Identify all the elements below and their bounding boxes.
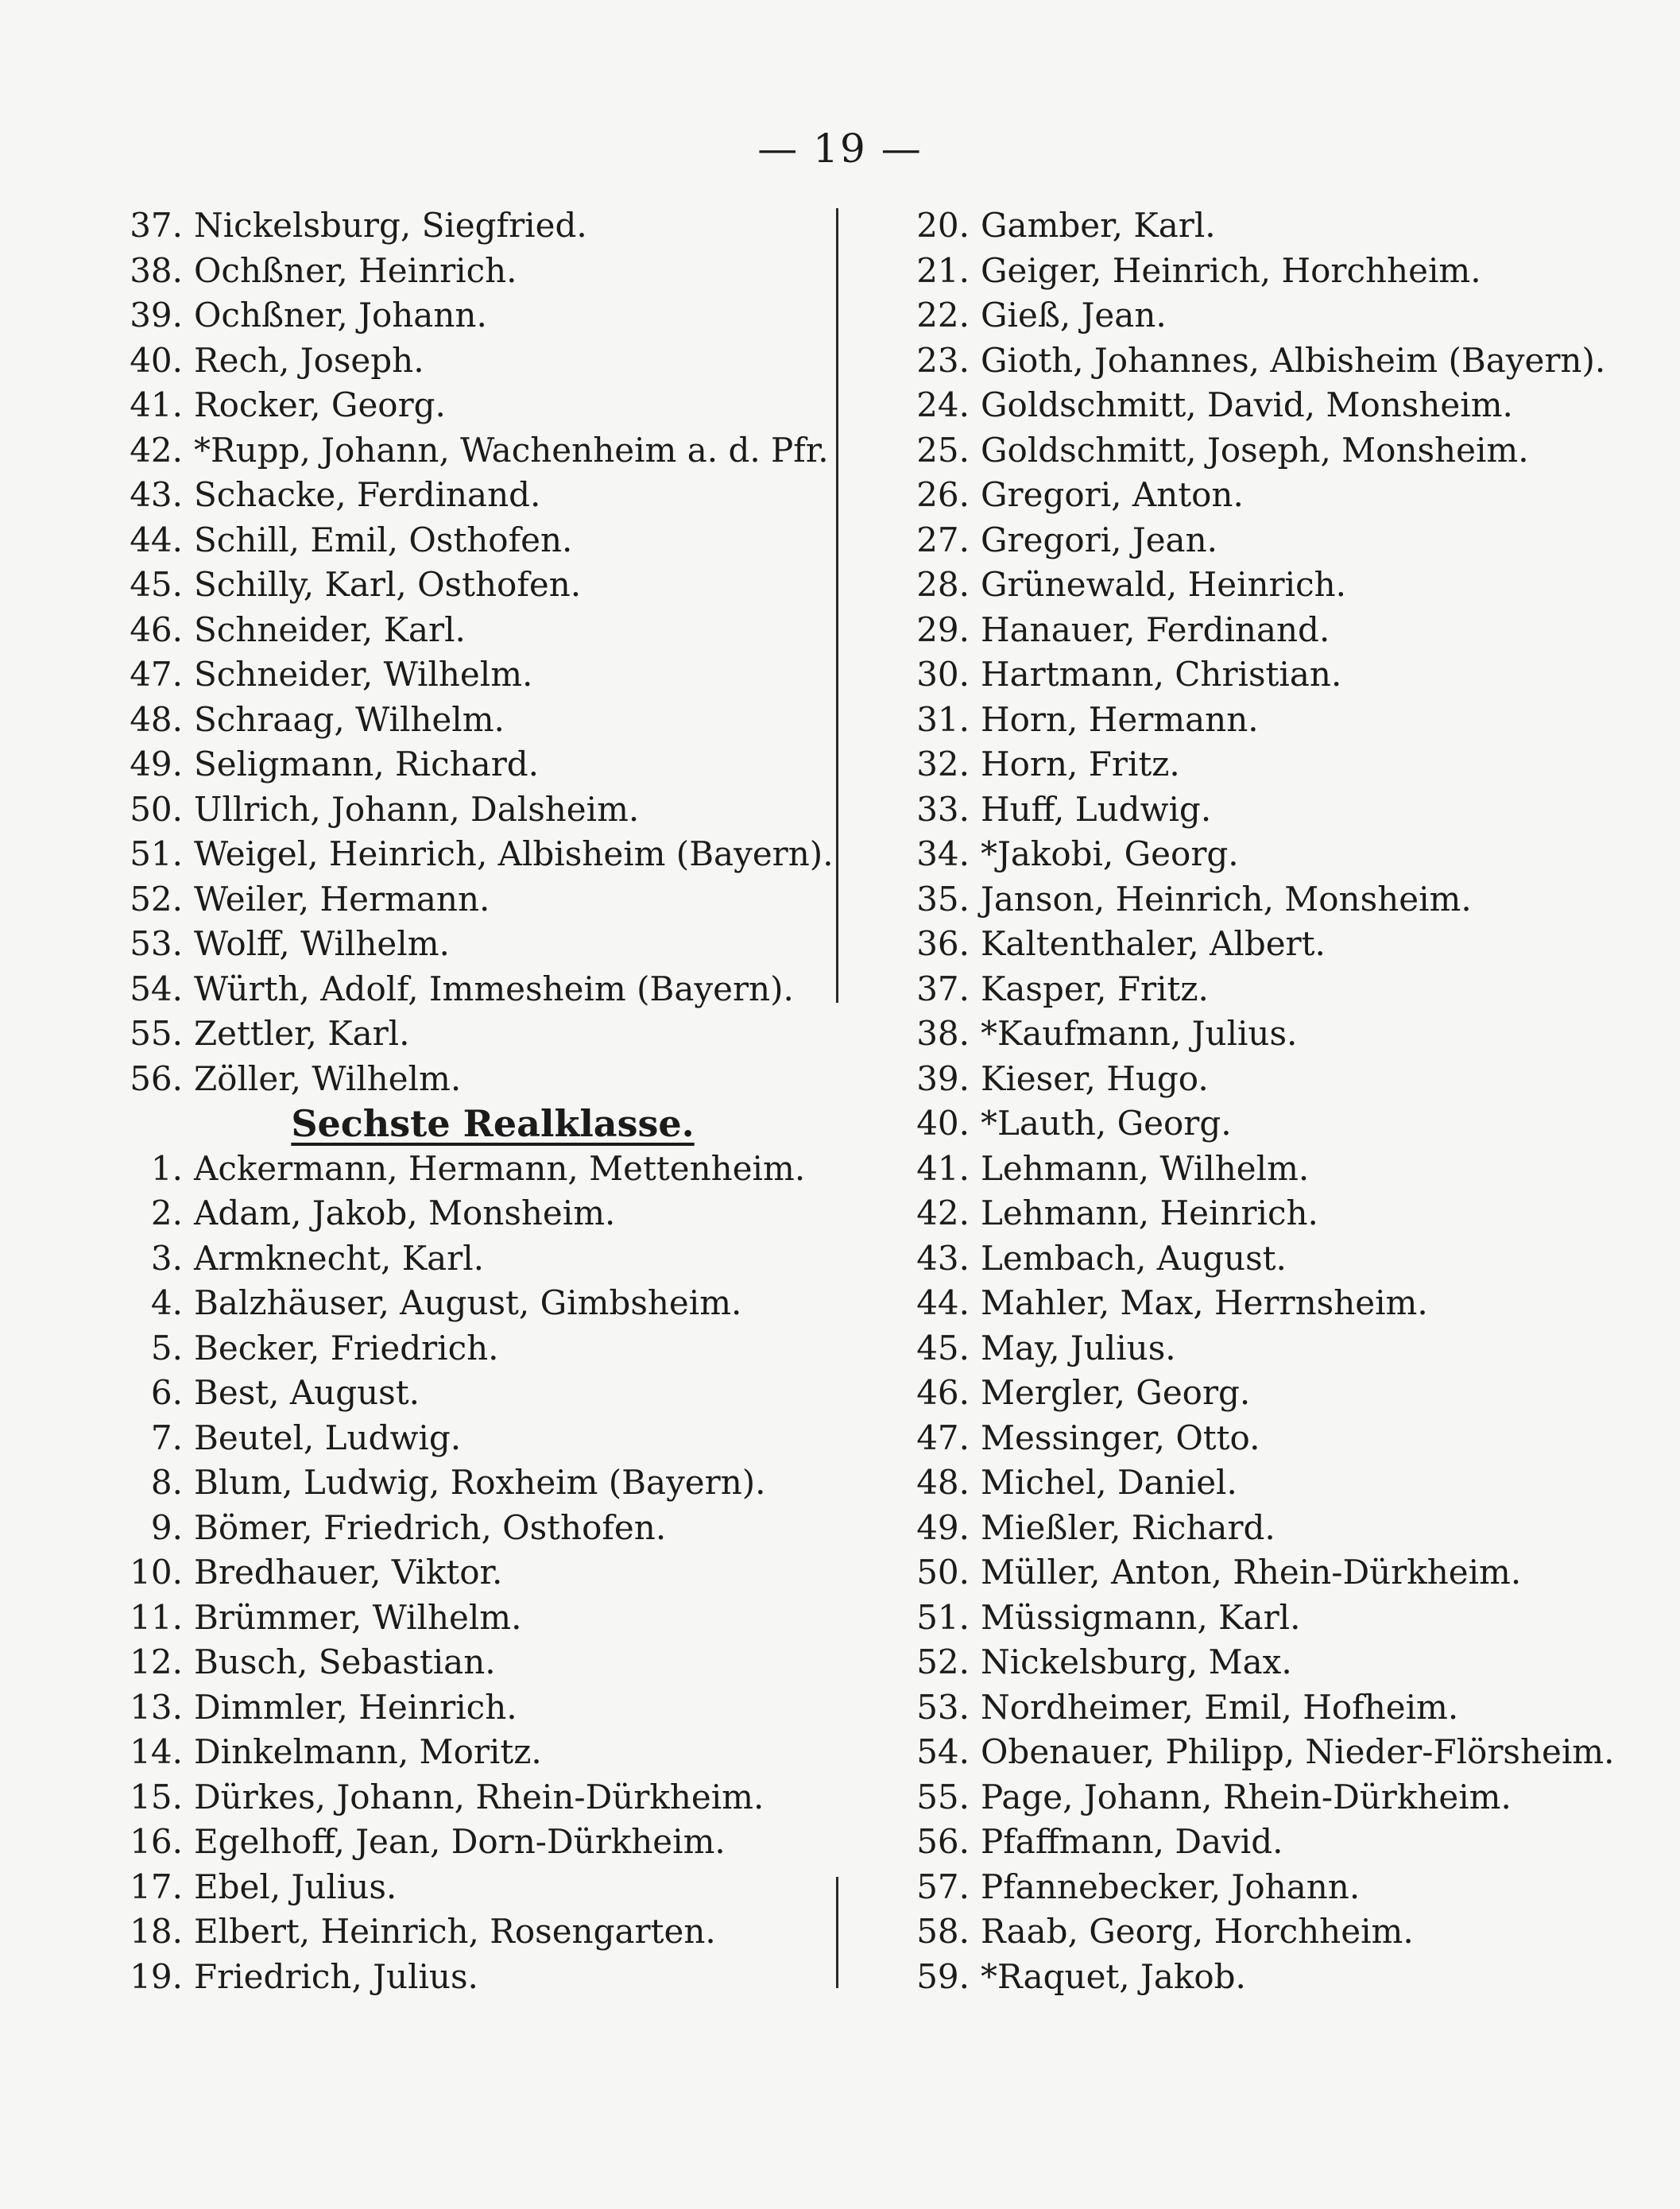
- list-item-name: Gregori, Jean.: [981, 520, 1217, 559]
- list-item-number: 14.: [130, 1732, 183, 1771]
- list-item-name: Schacke, Ferdinand.: [194, 475, 541, 514]
- list-item-number: 58.: [916, 1912, 970, 1951]
- list-item: [906, 787, 1589, 833]
- list-item-name: Nickelsburg, Siegfried.: [194, 206, 587, 245]
- list-item-name: *Jakobi, Georg.: [981, 834, 1239, 873]
- class-heading: Sechste Realklasse.: [291, 1102, 695, 1145]
- list-item-name: Zettler, Karl.: [194, 1014, 410, 1053]
- list-item-name: Brümmer, Wilhelm.: [194, 1597, 522, 1637]
- list-item-number: 50.: [130, 789, 183, 829]
- list-item: [119, 787, 819, 833]
- list-item-name: Dimmler, Heinrich.: [194, 1687, 517, 1727]
- list-item-number: 42.: [130, 430, 183, 470]
- list-item: [906, 1236, 1589, 1282]
- list-item: [906, 473, 1589, 518]
- list-item: [119, 1012, 819, 1057]
- list-item-number: 45.: [130, 565, 183, 604]
- list-item: [906, 1640, 1589, 1685]
- list-item: [119, 1281, 819, 1326]
- list-item-name: Messinger, Otto.: [981, 1418, 1260, 1457]
- list-item-number: 56.: [916, 1822, 970, 1861]
- list-item-name: Dinkelmann, Moritz.: [194, 1732, 542, 1771]
- list-item: [906, 1820, 1589, 1865]
- list-item: [906, 249, 1589, 294]
- page-number: — 19 —: [757, 126, 923, 172]
- list-item-name: Page, Johann, Rhein-Dürkheim.: [981, 1777, 1512, 1816]
- list-item: [906, 1955, 1589, 2000]
- list-item-name: Becker, Friedrich.: [194, 1328, 499, 1368]
- list-item: [906, 1550, 1589, 1596]
- list-item: [906, 1596, 1589, 1641]
- list-item-number: 59.: [916, 1956, 970, 1996]
- list-item-number: 32.: [916, 745, 970, 783]
- list-item: [906, 698, 1589, 743]
- list-item: [906, 1371, 1589, 1416]
- list-item: [119, 922, 819, 967]
- list-item-number: 49.: [130, 745, 183, 783]
- list-item-number: 56.: [130, 1058, 183, 1098]
- list-item-name: *Raquet, Jakob.: [981, 1956, 1246, 1996]
- list-item-name: Gamber, Karl.: [981, 206, 1216, 245]
- list-item-number: 39.: [130, 296, 183, 335]
- list-item-number: 53.: [916, 1687, 970, 1727]
- list-item-number: 27.: [916, 520, 970, 559]
- list-item-name: *Rupp, Johann, Wachenheim a. d. Pfr.: [194, 430, 829, 470]
- list-item-name: Ebel, Julius.: [194, 1867, 397, 1906]
- list-item: [119, 203, 819, 249]
- list-item: [906, 1147, 1589, 1192]
- list-item-number: 18.: [130, 1912, 183, 1951]
- list-item-number: 51.: [130, 834, 183, 873]
- list-item-name: Kieser, Hugo.: [981, 1058, 1209, 1098]
- list-item: [906, 293, 1589, 339]
- list-item: [906, 967, 1589, 1012]
- list-item-number: 10.: [130, 1553, 183, 1592]
- left-second-list: [119, 1147, 819, 2000]
- list-item-number: 53.: [130, 924, 183, 963]
- list-item-number: 46.: [916, 1373, 970, 1412]
- list-item-name: Pfannebecker, Johann.: [981, 1867, 1361, 1906]
- list-item: [906, 1730, 1615, 1775]
- list-item-number: 37.: [130, 206, 183, 245]
- list-item-name: Grünewald, Heinrich.: [981, 565, 1346, 604]
- list-item-name: Schneider, Karl.: [194, 609, 466, 649]
- list-item-name: Elbert, Heinrich, Rosengarten.: [194, 1912, 716, 1951]
- list-item-number: 17.: [130, 1867, 183, 1906]
- list-item-number: 52.: [916, 1642, 970, 1681]
- list-item-name: Obenauer, Philipp, Nieder-Flörsheim.: [981, 1732, 1615, 1771]
- list-item: [119, 1820, 819, 1865]
- list-item: [906, 383, 1589, 428]
- list-item-number: 2.: [150, 1193, 183, 1232]
- list-item-name: Busch, Sebastian.: [194, 1642, 496, 1681]
- list-item-number: 44.: [916, 1283, 970, 1322]
- list-item-number: 47.: [130, 655, 183, 694]
- list-item-name: Kaltenthaler, Albert.: [981, 924, 1326, 963]
- list-item-name: Schilly, Karl, Osthofen.: [194, 565, 582, 604]
- list-item-name: Adam, Jakob, Monsheim.: [194, 1193, 616, 1232]
- list-item: [119, 698, 819, 743]
- list-item: [906, 877, 1589, 923]
- list-item-number: 24.: [916, 385, 970, 424]
- list-item: [906, 518, 1589, 563]
- column-divider: [836, 208, 838, 1003]
- list-item: [906, 1685, 1589, 1731]
- list-item-name: May, Julius.: [981, 1328, 1176, 1368]
- list-item: [906, 832, 1589, 877]
- list-item-number: 57.: [916, 1867, 970, 1906]
- list-item: [119, 742, 819, 787]
- list-item: [906, 1865, 1589, 1910]
- list-item-name: Schraag, Wilhelm.: [194, 699, 505, 739]
- list-item-number: 16.: [130, 1822, 183, 1861]
- list-item-number: 43.: [130, 475, 183, 514]
- list-item: [119, 1685, 819, 1731]
- list-item-name: Friedrich, Julius.: [194, 1956, 478, 1996]
- list-item-name: Rech, Joseph.: [194, 340, 424, 380]
- list-item: [906, 1506, 1589, 1551]
- list-item: [119, 1416, 819, 1461]
- list-item-number: 48.: [130, 699, 183, 739]
- list-item: [906, 742, 1589, 787]
- list-item-name: Goldschmitt, David, Monsheim.: [981, 385, 1513, 424]
- list-item-name: Weiler, Hermann.: [194, 879, 490, 919]
- list-item-number: 39.: [916, 1058, 970, 1098]
- list-item-number: 19.: [130, 1956, 183, 1996]
- list-item-number: 54.: [916, 1732, 970, 1771]
- list-item-number: 31.: [916, 699, 970, 739]
- list-item-number: 13.: [130, 1687, 183, 1727]
- list-item: [119, 249, 819, 294]
- list-item-number: 9.: [150, 1507, 183, 1547]
- list-item-number: 51.: [916, 1597, 970, 1637]
- list-item-name: Hartmann, Christian.: [981, 655, 1342, 694]
- list-item-name: Raab, Georg, Horchheim.: [981, 1912, 1414, 1951]
- list-item: [119, 1550, 819, 1596]
- list-item-number: 49.: [916, 1507, 970, 1547]
- list-item-name: Horn, Fritz.: [981, 745, 1180, 783]
- list-item: [906, 1101, 1589, 1147]
- list-item-number: 22.: [916, 296, 970, 335]
- column-divider-lower: [836, 1877, 838, 1988]
- list-item-name: Lembach, August.: [981, 1238, 1287, 1278]
- list-item-number: 44.: [130, 520, 183, 559]
- list-item: [119, 877, 819, 923]
- list-item-name: Lehmann, Wilhelm.: [981, 1148, 1310, 1188]
- list-item: [906, 1191, 1589, 1236]
- list-item-number: 11.: [130, 1597, 183, 1637]
- list-item-number: 20.: [916, 206, 970, 245]
- left-column: [119, 203, 834, 1999]
- list-item-number: 52.: [130, 879, 183, 919]
- list-item: [119, 428, 829, 474]
- list-item: [119, 1236, 819, 1282]
- list-item-number: 6.: [150, 1373, 183, 1412]
- list-item-name: Janson, Heinrich, Monsheim.: [981, 879, 1472, 919]
- list-item-number: 55.: [916, 1777, 970, 1816]
- list-item-number: 33.: [916, 789, 970, 829]
- list-item-number: 28.: [916, 565, 970, 604]
- list-item: [119, 473, 819, 518]
- list-item-name: Best, August.: [194, 1373, 420, 1412]
- list-item: [119, 1955, 819, 2000]
- list-item-name: Wolff, Wilhelm.: [194, 924, 450, 963]
- list-item-name: Egelhoff, Jean, Dorn-Dürkheim.: [194, 1822, 726, 1861]
- list-item-number: 37.: [916, 969, 970, 1008]
- list-item: [119, 383, 819, 428]
- list-item: [119, 608, 819, 653]
- list-item-number: 40.: [916, 1104, 970, 1143]
- list-item: [119, 1640, 819, 1685]
- list-item: [906, 922, 1589, 967]
- list-item-name: Schneider, Wilhelm.: [194, 655, 533, 694]
- list-item-name: Mießler, Richard.: [981, 1507, 1275, 1547]
- list-item-name: Mahler, Max, Herrnsheim.: [981, 1283, 1428, 1322]
- list-item-name: Weigel, Heinrich, Albisheim (Bayern).: [194, 834, 834, 873]
- list-item-number: 45.: [916, 1328, 970, 1368]
- list-item: [906, 1057, 1589, 1102]
- list-item-name: *Lauth, Georg.: [981, 1104, 1232, 1143]
- list-item-name: Zöller, Wilhelm.: [194, 1058, 462, 1098]
- right-column: [906, 203, 1615, 1999]
- list-item: [906, 1012, 1589, 1057]
- list-item-number: 29.: [916, 609, 970, 649]
- list-item: [119, 1506, 819, 1551]
- list-item-name: Geiger, Heinrich, Horchheim.: [981, 250, 1481, 290]
- list-item-name: Ullrich, Johann, Dalsheim.: [194, 789, 640, 829]
- list-item-name: Hanauer, Ferdinand.: [981, 609, 1330, 649]
- list-item-number: 54.: [130, 969, 183, 1008]
- list-item-name: Gioth, Johannes, Albisheim (Bayern).: [981, 340, 1606, 380]
- list-item-number: 41.: [130, 385, 183, 424]
- list-item-name: Huff, Ludwig.: [981, 789, 1212, 829]
- list-item-name: Bredhauer, Viktor.: [194, 1553, 503, 1592]
- list-item-number: 5.: [150, 1328, 183, 1368]
- list-item-number: 21.: [916, 250, 970, 290]
- list-item-name: Gregori, Anton.: [981, 475, 1244, 514]
- list-item-name: Michel, Daniel.: [981, 1463, 1237, 1502]
- list-item-number: 23.: [916, 340, 970, 380]
- list-item: [906, 608, 1589, 653]
- list-item: [119, 1147, 819, 1192]
- list-item-number: 43.: [916, 1238, 970, 1278]
- list-item: [119, 1596, 819, 1641]
- list-item-number: 42.: [916, 1193, 970, 1232]
- list-item: [119, 1326, 819, 1371]
- list-item-name: Bömer, Friedrich, Osthofen.: [194, 1507, 667, 1547]
- list-item-number: 36.: [916, 924, 970, 963]
- list-item: [119, 1775, 819, 1820]
- right-list: [906, 203, 1615, 1999]
- list-item: [906, 203, 1589, 249]
- list-item: [906, 339, 1606, 384]
- list-item-name: Armknecht, Karl.: [194, 1238, 485, 1278]
- list-item-name: Horn, Hermann.: [981, 699, 1259, 739]
- list-item-name: Mergler, Georg.: [981, 1373, 1251, 1412]
- list-item-number: 34.: [916, 834, 970, 873]
- list-item: [906, 1416, 1589, 1461]
- list-item-number: 30.: [916, 655, 970, 694]
- list-item: [119, 1865, 819, 1910]
- list-item: [119, 563, 819, 608]
- list-item: [119, 1460, 819, 1506]
- list-item: [119, 832, 834, 877]
- list-item-name: Müssigmann, Karl.: [981, 1597, 1301, 1637]
- list-item-name: Balzhäuser, August, Gimbsheim.: [194, 1283, 742, 1322]
- list-item-name: Seligmann, Richard.: [194, 745, 540, 783]
- list-item: [906, 1281, 1589, 1326]
- list-item-number: 25.: [916, 430, 970, 470]
- list-item: [906, 1326, 1589, 1371]
- list-item-name: Pfaffmann, David.: [981, 1822, 1283, 1861]
- list-item-name: Schill, Emil, Osthofen.: [194, 520, 573, 559]
- list-item-number: 38.: [916, 1014, 970, 1053]
- list-item: [119, 293, 819, 339]
- list-item-number: 50.: [916, 1553, 970, 1592]
- list-item-name: Müller, Anton, Rhein-Dürkheim.: [981, 1553, 1522, 1592]
- list-item-name: Lehmann, Heinrich.: [981, 1193, 1318, 1232]
- list-item: [906, 1460, 1589, 1506]
- list-item: [906, 563, 1589, 608]
- list-item: [119, 652, 819, 698]
- list-item-name: Rocker, Georg.: [194, 385, 446, 424]
- list-item: [906, 652, 1589, 698]
- left-first-list: [119, 203, 834, 1101]
- list-item-name: Würth, Adolf, Immesheim (Bayern).: [194, 969, 794, 1008]
- list-item-number: 47.: [916, 1418, 970, 1457]
- list-item-number: 40.: [130, 340, 183, 380]
- list-item-number: 55.: [130, 1014, 183, 1053]
- list-item: [119, 1730, 819, 1775]
- list-item-number: 26.: [916, 475, 970, 514]
- list-item: [906, 1775, 1589, 1820]
- list-item-number: 1.: [150, 1148, 183, 1188]
- list-item-name: Ochßner, Heinrich.: [194, 250, 517, 290]
- list-item-name: Blum, Ludwig, Roxheim (Bayern).: [194, 1463, 766, 1502]
- list-item: [119, 967, 819, 1012]
- list-item-name: Goldschmitt, Joseph, Monsheim.: [981, 430, 1529, 470]
- list-item-name: *Kaufmann, Julius.: [981, 1014, 1298, 1053]
- list-item-name: Nordheimer, Emil, Hofheim.: [981, 1687, 1459, 1727]
- list-item: [119, 1371, 819, 1416]
- list-item: [119, 518, 819, 563]
- list-item-number: 4.: [150, 1283, 183, 1322]
- list-item-number: 48.: [916, 1463, 970, 1502]
- list-item-name: Beutel, Ludwig.: [194, 1418, 462, 1457]
- list-item-number: 3.: [150, 1238, 183, 1278]
- list-item-number: 46.: [130, 609, 183, 649]
- list-item-number: 15.: [130, 1777, 183, 1816]
- list-item: [119, 1909, 819, 1955]
- list-item: [119, 1057, 819, 1102]
- list-item-name: Dürkes, Johann, Rhein-Dürkheim.: [194, 1777, 765, 1816]
- list-item-name: Kasper, Fritz.: [981, 969, 1209, 1008]
- list-item-name: Ackermann, Hermann, Mettenheim.: [194, 1148, 806, 1188]
- list-item-name: Nickelsburg, Max.: [981, 1642, 1292, 1681]
- list-item-number: 7.: [150, 1418, 183, 1457]
- list-item-number: 12.: [130, 1642, 183, 1681]
- list-item-number: 38.: [130, 250, 183, 290]
- list-item: [906, 428, 1589, 474]
- list-item: [119, 1191, 819, 1236]
- list-item-number: 41.: [916, 1148, 970, 1188]
- list-item: [906, 1909, 1589, 1955]
- list-item-number: 8.: [150, 1463, 183, 1502]
- list-item-name: Ochßner, Johann.: [194, 296, 487, 335]
- list-item-name: Gieß, Jean.: [981, 296, 1167, 335]
- list-item-number: 35.: [916, 879, 970, 919]
- list-item: [119, 339, 819, 384]
